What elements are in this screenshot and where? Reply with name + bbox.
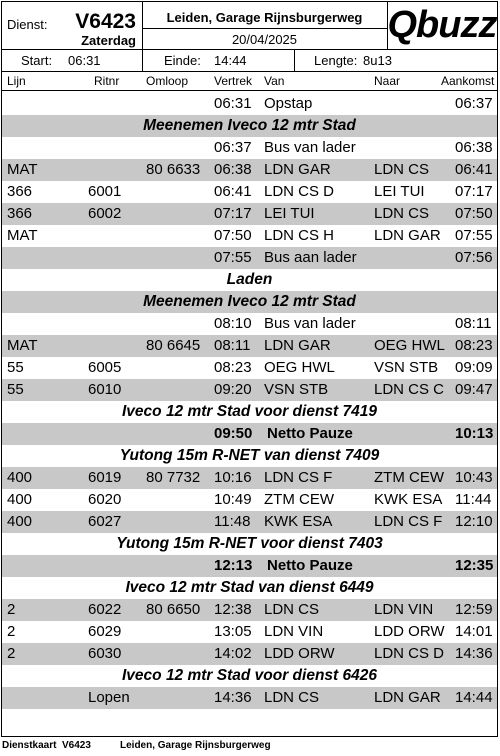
cell-vertrek: 09:50: [214, 425, 253, 442]
cell-vertrek: 06:38: [214, 161, 252, 178]
col-lijn: Lijn: [7, 74, 26, 88]
cell-naar: ZTM CEW: [374, 469, 444, 486]
cell-naar: LDN CS C: [374, 381, 445, 398]
cell-aankomst: 14:01: [455, 623, 493, 640]
cell-van: LDN GAR: [264, 337, 331, 354]
cell-vertrek: 12:13: [214, 557, 253, 574]
col-vertrek: Vertrek: [214, 74, 253, 88]
cell-ritnr: 6005: [88, 359, 122, 376]
trip-row: [2, 313, 497, 335]
cell-naar: KWK ESA: [374, 491, 443, 508]
length-segment: [294, 50, 497, 71]
divider: [142, 28, 387, 29]
trip-row: [2, 335, 497, 357]
cell-ritnr: 6010: [88, 381, 122, 398]
cell-van: LDN CS: [264, 601, 320, 618]
col-ritnr: Ritnr: [94, 74, 120, 88]
footer-label: Dienstkaart: [2, 740, 57, 751]
trip-row: [2, 599, 497, 621]
cell-van: LDN VIN: [264, 623, 324, 640]
cell-van: Bus van lader: [264, 315, 356, 332]
day-label: Zaterdag: [81, 33, 136, 48]
cell-aankomst: 10:43: [455, 469, 493, 486]
cell-naar: OEG HWL: [374, 337, 445, 354]
start-label: Start:: [21, 53, 53, 68]
cell-vertrek: 09:20: [214, 381, 252, 398]
cell-lijn: MAT: [7, 161, 38, 178]
cell-aankomst: 07:56: [455, 249, 493, 266]
card-header: [2, 2, 497, 50]
cell-lijn: 366: [7, 183, 33, 200]
schedule-rows: [2, 93, 497, 709]
cell-omloop: 80 6633: [146, 161, 201, 178]
cell-naar: LDN CS: [374, 161, 430, 178]
cell-ritnr: 6030: [88, 645, 122, 662]
trip-row: [2, 159, 497, 181]
cell-vertrek: 14:02: [214, 645, 252, 662]
cell-vertrek: 07:55: [214, 249, 252, 266]
end-segment: [142, 50, 295, 71]
cell-ritnr: 6002: [88, 205, 122, 222]
cell-van: LEI TUI: [264, 205, 315, 222]
cell-vertrek: 08:10: [214, 315, 252, 332]
start-segment: [2, 50, 143, 71]
cell-vertrek: 11:48: [214, 513, 251, 530]
cell-vertrek: 06:37: [214, 139, 252, 156]
cell-lijn: MAT: [7, 227, 38, 244]
cell-van: Bus aan lader: [264, 249, 357, 266]
column-header: [2, 72, 497, 91]
trip-row: [2, 489, 497, 511]
cell-lijn: 2: [7, 645, 16, 662]
cell-van: LDN CS F: [264, 469, 333, 486]
cell-vertrek: 10:49: [214, 491, 252, 508]
cell-omloop: 80 6645: [146, 337, 201, 354]
trip-row: [2, 643, 497, 665]
cell-aankomst: 08:23: [455, 337, 493, 354]
trip-row: [2, 687, 497, 709]
location: Leiden, Garage Rijnsburgerweg: [166, 10, 363, 25]
cell-aankomst: 06:38: [455, 139, 493, 156]
pause-row: [2, 555, 497, 577]
cell-ritnr: Lopen: [88, 689, 130, 706]
cell-lijn: 366: [7, 205, 33, 222]
trip-row: [2, 511, 497, 533]
cell-naar: LDD ORW: [374, 623, 445, 640]
cell-lijn: 2: [7, 601, 16, 618]
section-header: Laden: [226, 271, 273, 288]
trip-row: [2, 357, 497, 379]
cell-vertrek: 06:31: [214, 95, 252, 112]
cell-ritnr: 6001: [88, 183, 122, 200]
cell-aankomst: 09:09: [455, 359, 493, 376]
duty-card: [1, 1, 498, 737]
cell-naar: LEI TUI: [374, 183, 425, 200]
section-header: Iveco 12 mtr Stad voor dienst 7419: [122, 403, 377, 420]
cell-vertrek: 07:50: [214, 227, 252, 244]
cell-aankomst: 12:10: [455, 513, 493, 530]
cell-van: LDN CS: [264, 689, 320, 706]
section-header: Meenemen Iveco 12 mtr Stad: [2, 291, 497, 313]
cell-lijn: 400: [7, 491, 33, 508]
cell-naar: LDN VIN: [374, 601, 434, 618]
cell-naar: VSN STB: [374, 359, 439, 376]
cell-aankomst: 12:59: [455, 601, 493, 618]
cell-lijn: 55: [7, 381, 24, 398]
cell-van: LDN GAR: [264, 161, 331, 178]
cell-aankomst: 06:41: [455, 161, 493, 178]
cell-lijn: 400: [7, 513, 33, 530]
cell-aankomst: 08:11: [455, 315, 492, 332]
pause-row: [2, 423, 497, 445]
date: 20/04/2025: [231, 32, 298, 47]
cell-vertrek: 13:05: [214, 623, 252, 640]
cell-naar: LDN GAR: [374, 227, 441, 244]
cell-aankomst: 10:13: [455, 425, 494, 442]
cell-lijn: 2: [7, 623, 16, 640]
dienst-number: V6423: [75, 10, 136, 33]
cell-van: VSN STB: [264, 381, 329, 398]
cell-van: OEG HWL: [264, 359, 335, 376]
cell-ritnr: 6022: [88, 601, 122, 618]
cell-vertrek: 07:17: [214, 205, 252, 222]
section-header: Iveco 12 mtr Stad voor dienst 6426: [122, 667, 377, 684]
cell-ritnr: 6019: [88, 469, 122, 486]
cell-van: Netto Pauze: [267, 425, 353, 442]
trip-row: [2, 467, 497, 489]
cell-lijn: MAT: [7, 337, 38, 354]
info-bar: [2, 50, 497, 72]
col-naar: Naar: [374, 74, 401, 88]
location-cell: [142, 2, 388, 49]
col-aankomst: Aankomst: [441, 74, 495, 88]
cell-van: Netto Pauze: [267, 557, 353, 574]
trip-row: [2, 225, 497, 247]
cell-ritnr: 6027: [88, 513, 122, 530]
cell-van: LDN CS H: [264, 227, 335, 244]
cell-naar: LDN CS: [374, 205, 430, 222]
cell-ritnr: 6029: [88, 623, 122, 640]
cell-van: KWK ESA: [264, 513, 333, 530]
trip-row: [2, 93, 497, 115]
cell-aankomst: 14:36: [455, 645, 493, 662]
cell-aankomst: 14:44: [455, 689, 493, 706]
footer-dienst: V6423: [62, 740, 91, 751]
section-header: Yutong 15m R-NET van dienst 7409: [119, 447, 380, 464]
cell-aankomst: 06:37: [455, 95, 493, 112]
trip-row: [2, 181, 497, 203]
trip-row: [2, 137, 497, 159]
trip-row: [2, 379, 497, 401]
trip-row: [2, 621, 497, 643]
cell-naar: LDN GAR: [374, 689, 441, 706]
cell-aankomst: 12:35: [455, 557, 494, 574]
section-header: Meenemen Iveco 12 mtr Stad: [2, 115, 497, 137]
col-omloop: Omloop: [146, 74, 189, 88]
cell-vertrek: 10:16: [214, 469, 252, 486]
cell-van: Bus van lader: [264, 139, 356, 156]
cell-naar: LDN CS F: [374, 513, 443, 530]
cell-vertrek: 14:36: [214, 689, 252, 706]
trip-row: [2, 247, 497, 269]
length-value: 8u13: [363, 53, 392, 68]
cell-aankomst: 07:55: [455, 227, 493, 244]
cell-van: LDN CS D: [264, 183, 335, 200]
duty-cell: [2, 2, 143, 49]
logo-cell: [387, 2, 497, 49]
dienst-label: Dienst:: [7, 17, 48, 32]
cell-aankomst: 11:44: [455, 491, 492, 508]
cell-aankomst: 07:50: [455, 205, 493, 222]
cell-vertrek: 08:11: [214, 337, 251, 354]
cell-van: LDD ORW: [264, 645, 335, 662]
cell-vertrek: 12:38: [214, 601, 252, 618]
cell-naar: LDN CS D: [374, 645, 445, 662]
trip-row: [2, 203, 497, 225]
cell-omloop: 80 7732: [146, 469, 201, 486]
section-header: Iveco 12 mtr Stad van dienst 6449: [125, 579, 374, 596]
col-van: Van: [264, 74, 285, 88]
start-value: 06:31: [68, 53, 101, 68]
cell-aankomst: 09:47: [455, 381, 493, 398]
section-header: Yutong 15m R-NET voor dienst 7403: [116, 535, 383, 552]
length-label: Lengte:: [314, 53, 358, 68]
cell-lijn: 55: [7, 359, 24, 376]
end-label: Einde:: [164, 53, 201, 68]
end-value: 14:44: [214, 53, 247, 68]
cell-lijn: 400: [7, 469, 33, 486]
cell-aankomst: 07:17: [455, 183, 493, 200]
cell-vertrek: 06:41: [214, 183, 252, 200]
footer-location: Leiden, Garage Rijnsburgerweg: [120, 740, 271, 751]
cell-omloop: 80 6650: [146, 601, 201, 618]
cell-vertrek: 08:23: [214, 359, 252, 376]
qbuzz-logo: Qbuzz: [387, 4, 497, 46]
cell-ritnr: 6020: [88, 491, 122, 508]
cell-van: Opstap: [264, 95, 313, 112]
cell-van: ZTM CEW: [264, 491, 334, 508]
